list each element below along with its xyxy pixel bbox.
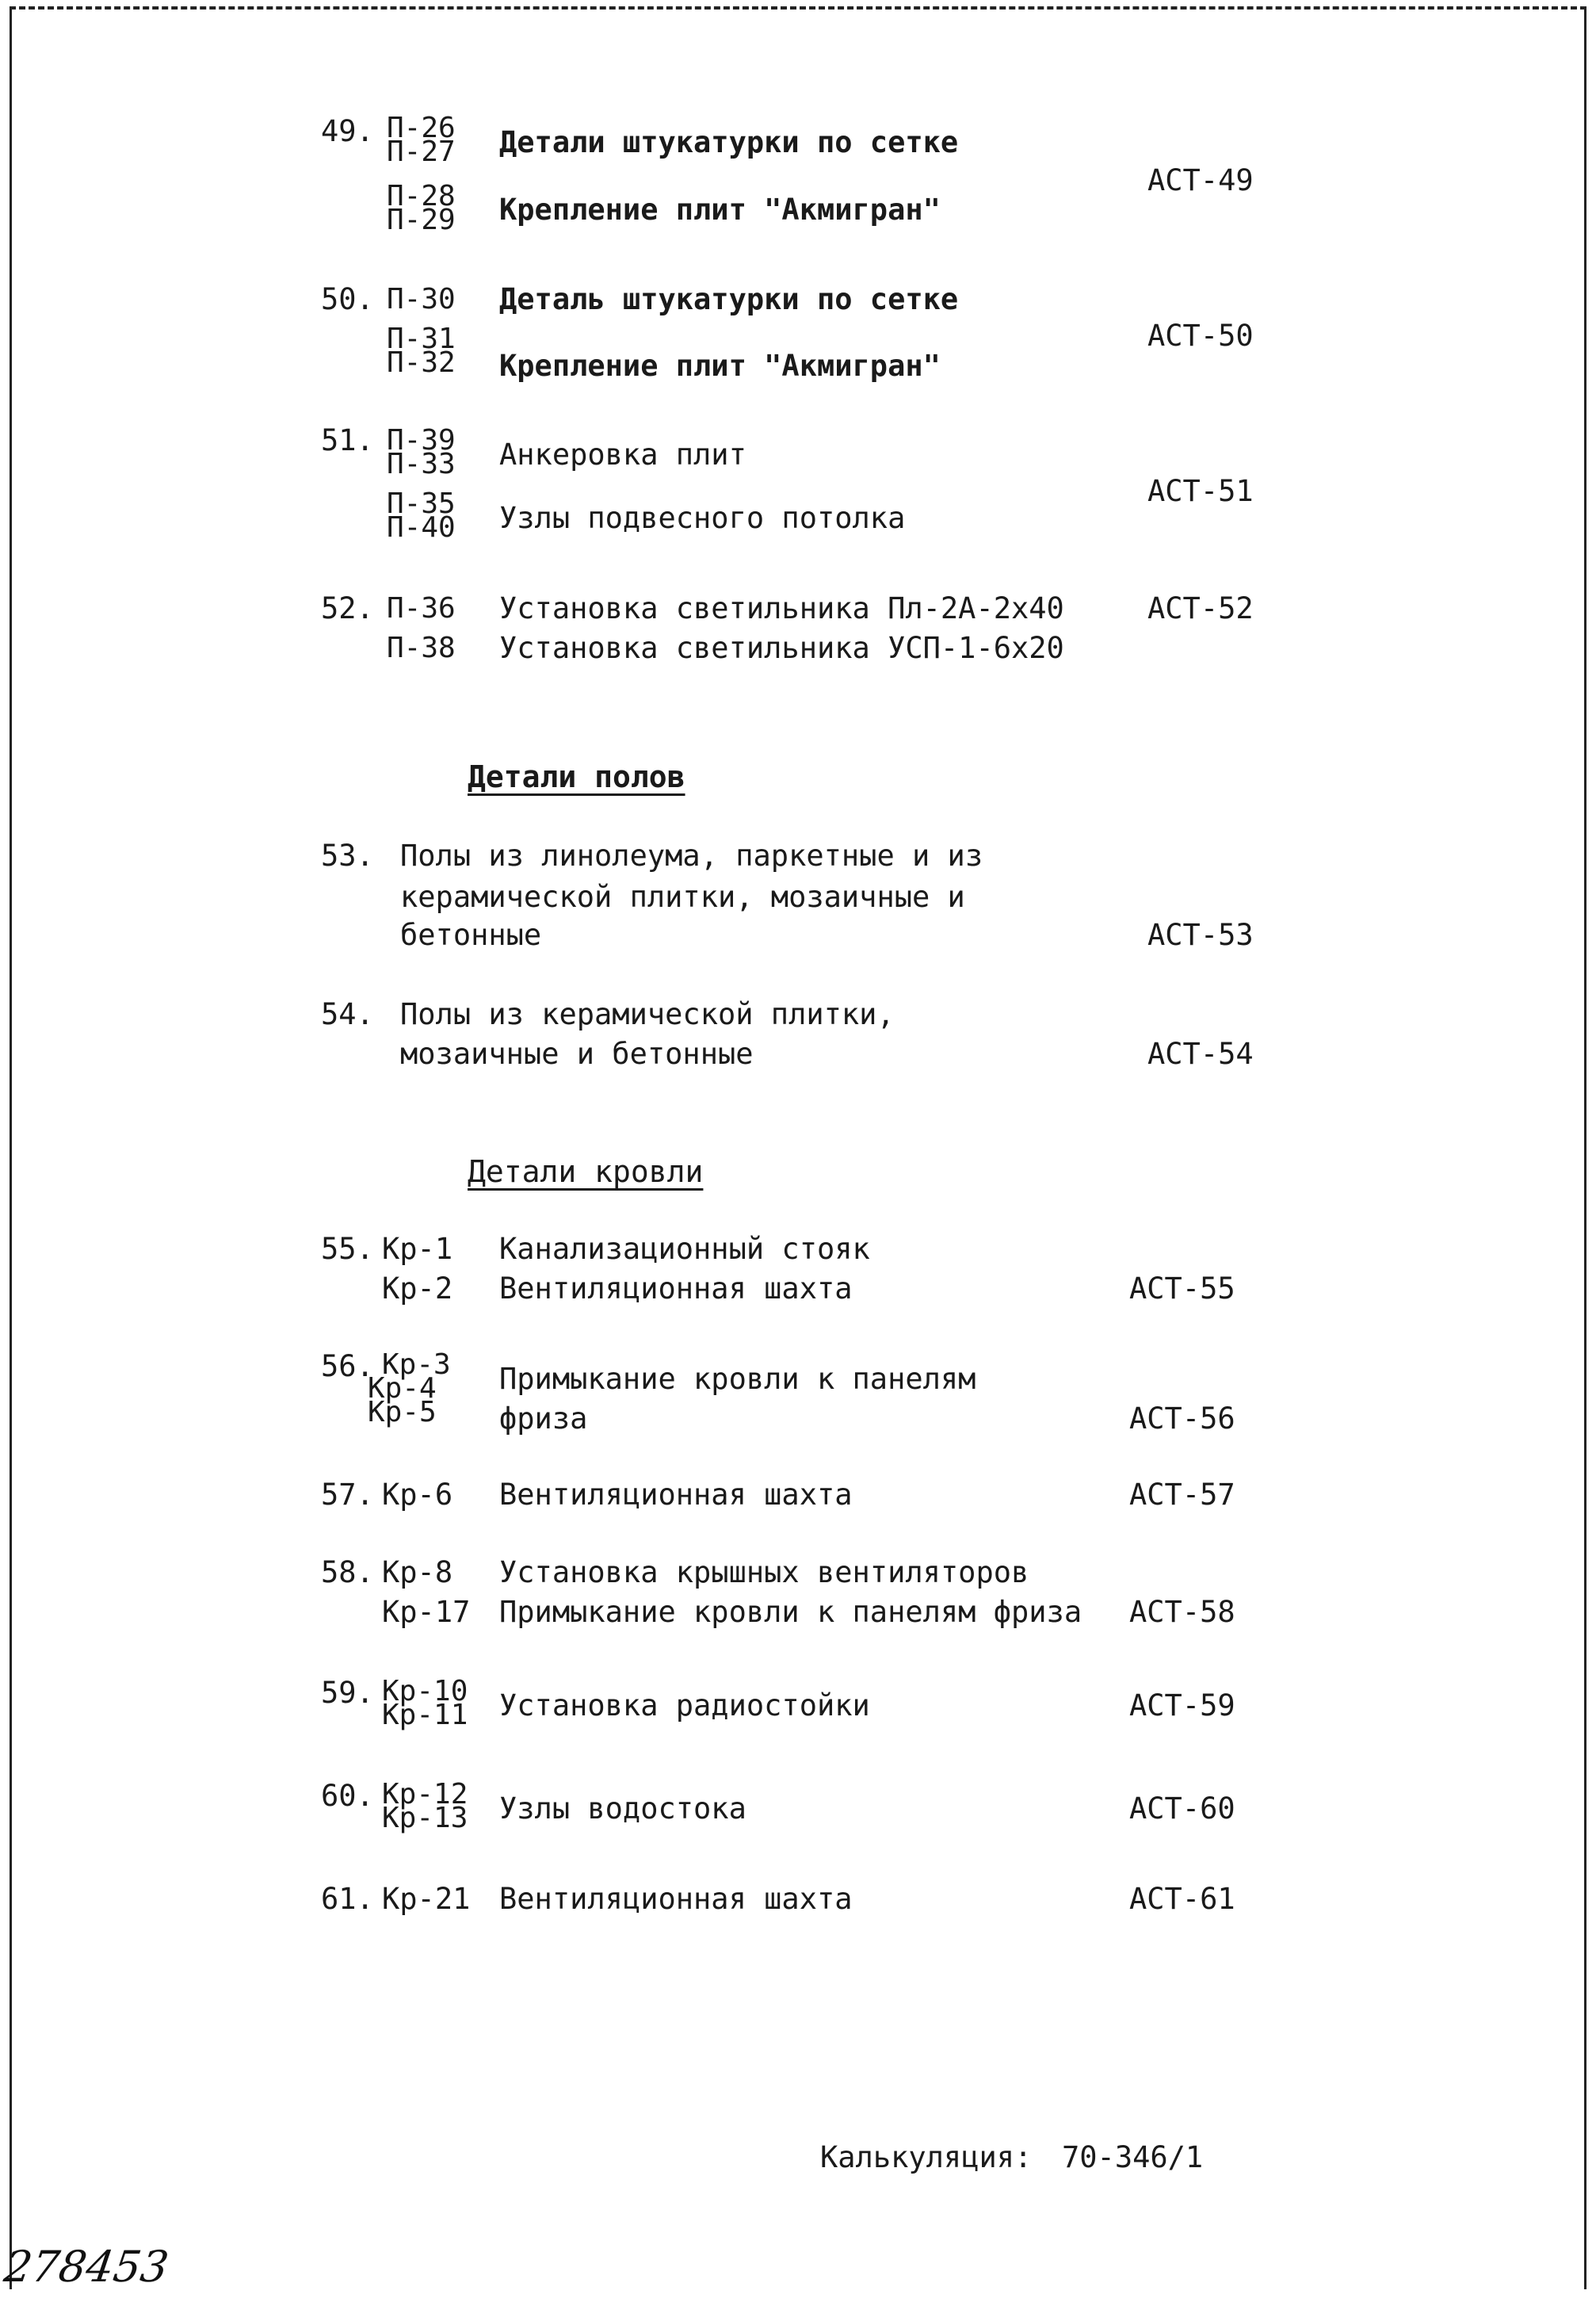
- item-code: П-35: [387, 488, 456, 520]
- item-description: бетонные: [400, 918, 542, 952]
- item-reference: АСТ-60: [1129, 1791, 1235, 1826]
- item-reference: АСТ-61: [1129, 1882, 1235, 1916]
- item-code: П-30: [387, 283, 456, 315]
- item-number: 49.: [321, 114, 374, 148]
- item-code: Кр-1: [382, 1232, 453, 1266]
- item-number: 60.: [321, 1779, 374, 1813]
- item-code: Кр-21: [382, 1882, 471, 1916]
- item-code: П-33: [387, 448, 456, 480]
- item-code: П-27: [387, 136, 456, 168]
- item-description: фриза: [499, 1401, 588, 1436]
- item-description: Вентиляционная шахта: [499, 1478, 853, 1512]
- item-code: П-40: [387, 511, 456, 544]
- item-number: 51.: [321, 423, 374, 457]
- footer-label: Калькуляция:: [820, 2140, 1033, 2174]
- item-description: Полы из керамической плитки,: [400, 997, 895, 1031]
- item-code: Кр-10: [382, 1675, 468, 1707]
- item-code: Кр-2: [382, 1271, 453, 1306]
- item-description: Крепление плит "Акмигран": [499, 349, 941, 383]
- item-reference: АСТ-57: [1129, 1478, 1235, 1512]
- item-description: Вентиляционная шахта: [499, 1271, 853, 1306]
- item-description: Деталь штукатурки по сетке: [499, 282, 959, 316]
- item-description: Канализационный стояк: [499, 1232, 870, 1266]
- item-description: Детали штукатурки по сетке: [499, 125, 959, 159]
- item-code: П-29: [387, 204, 456, 236]
- item-reference: АСТ-59: [1129, 1688, 1235, 1723]
- item-code: П-26: [387, 112, 456, 144]
- item-reference: АСТ-50: [1147, 319, 1254, 353]
- item-description: Установка светильника УСП-1-6х20: [499, 631, 1064, 665]
- item-number: 50.: [321, 282, 374, 316]
- item-number: 55.: [321, 1232, 374, 1266]
- item-description: Узлы водостока: [499, 1791, 746, 1826]
- item-code: П-28: [387, 180, 456, 212]
- item-code: П-31: [387, 323, 456, 355]
- item-code: П-36: [387, 592, 456, 625]
- section-heading-floors: Детали полов: [468, 759, 685, 794]
- item-code: Кр-3: [382, 1348, 451, 1381]
- item-code: Кр-13: [382, 1802, 468, 1834]
- item-number: 54.: [321, 997, 374, 1031]
- section-heading-roof: Детали кровли: [468, 1154, 704, 1189]
- item-description: Вентиляционная шахта: [499, 1882, 853, 1916]
- item-reference: АСТ-52: [1147, 591, 1254, 625]
- item-description: Крепление плит "Акмигран": [499, 193, 941, 227]
- item-number: 53.: [321, 839, 374, 873]
- item-number: 59.: [321, 1676, 374, 1710]
- item-code: П-38: [387, 632, 456, 664]
- item-code: Кр-11: [382, 1699, 468, 1731]
- item-reference: АСТ-53: [1147, 918, 1254, 952]
- item-code: Кр-8: [382, 1555, 453, 1589]
- item-code: Кр-4: [368, 1372, 437, 1405]
- item-number: 52.: [321, 591, 374, 625]
- item-code: Кр-5: [368, 1396, 437, 1428]
- item-description: Узлы подвесного потолка: [499, 501, 906, 535]
- item-description: мозаичные и бетонные: [400, 1037, 754, 1071]
- item-reference: АСТ-54: [1147, 1037, 1254, 1071]
- item-description: Установка светильника Пл-2А-2х40: [499, 591, 1064, 625]
- item-description: Примыкание кровли к панелям: [499, 1362, 976, 1396]
- footer-value: 70-346/1: [1062, 2140, 1204, 2174]
- item-description: Анкеровка плит: [499, 438, 746, 472]
- item-code: П-39: [387, 424, 456, 457]
- item-description: керамической плитки, мозаичные и: [400, 880, 965, 914]
- item-number: 58.: [321, 1555, 374, 1589]
- item-description: Установка радиостойки: [499, 1688, 870, 1723]
- item-reference: АСТ-49: [1147, 163, 1254, 197]
- item-number: 57.: [321, 1478, 374, 1512]
- item-number: 61.: [321, 1882, 374, 1916]
- item-code: Кр-6: [382, 1478, 453, 1512]
- item-reference: АСТ-55: [1129, 1271, 1235, 1306]
- item-code: П-32: [387, 346, 456, 379]
- item-description: Примыкание кровли к панелям фриза: [499, 1595, 1082, 1629]
- item-number: 56.: [321, 1349, 374, 1383]
- item-code: Кр-17: [382, 1595, 471, 1629]
- item-reference: АСТ-56: [1129, 1401, 1235, 1436]
- handwritten-number: 278453: [1, 2242, 172, 2292]
- item-code: Кр-12: [382, 1778, 468, 1810]
- item-description: Полы из линолеума, паркетные и из: [400, 839, 983, 873]
- item-description: Установка крышных вентиляторов: [499, 1555, 1029, 1589]
- item-reference: АСТ-51: [1147, 474, 1254, 508]
- item-reference: АСТ-58: [1129, 1595, 1235, 1629]
